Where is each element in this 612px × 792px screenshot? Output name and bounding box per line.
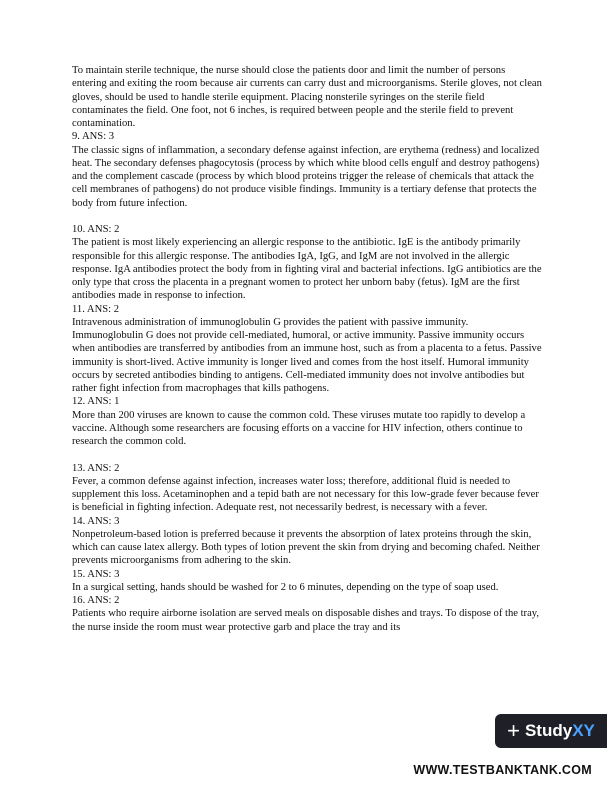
paragraph: Nonpetroleum-based lotion is preferred because it prevents the absorption of latex proteins through the skin, which can cause latex allergy. Both types of lotion prevent the skin from drying and becoming chafed. Neither prevents microorganisms from adhering to the skin. [72, 528, 540, 567]
answer-label: 10. ANS: 2 [72, 224, 120, 235]
blank-line [72, 448, 542, 461]
paragraph: The patient is most likely experiencing an allergic response to the antibiotic. IgE is the antibody primarily responsible for this allergic response. The antibodies IgA, IgG, and IgM are not involved in the allergic response. IgA antibodies protect the body from in fighting viral and bacterial infections. IgG antibiotics are the only type that cross the placenta in a pregnant women to protect her unborn baby (fetus). IgM are the first antibodies made in response to infection. [72, 237, 542, 302]
answer-label: 14. ANS: 3 [72, 515, 120, 527]
answer-label: 9. ANS: 3 [72, 131, 115, 143]
document-body [72, 64, 542, 634]
answer-label: 13. ANS: 2 [72, 462, 120, 474]
paragraph: Patients who require airborne isolation are served meals on disposable dishes and trays. To dispose of the tray, the nurse inside the room must wear protective garb and place the tray and its [72, 608, 540, 633]
plus-icon: + [507, 718, 520, 743]
paragraph: To maintain sterile technique, the nurse should close the patients door and limit the number of persons entering and exiting the room because air currents can carry dust and microorganisms. Sterile gloves, not clean gloves, should be used to handle sterile equipment. Placing nonsterile syringes on the sterile field contaminates the field. One foot, not 6 inches, is required between people and the sterile field to prevent contamination. [72, 65, 542, 129]
blank-line [72, 210, 542, 223]
paragraph: The classic signs of inflammation, a secondary defense against infection, are erythema (redness) and localized heat. The secondary defenses phagocytosis (process by which white blood cells engulf and destroy pathogens) and the complement cascade (process by which blood proteins trigger the release of chemicals that attack the cell membranes of pathogens) do not produce visible findings. Immunity is a tertiary defense that protects the body from future infection. [72, 144, 540, 209]
paragraph: More than 200 viruses are known to cause the common cold. These viruses mutate too rapidly to develop a vaccine. Although some researchers are focusing efforts on a vaccine for HIV infection, others continue to research the common cold. [72, 409, 526, 447]
answer-label: 15. ANS: 3 [72, 568, 120, 580]
answer-label: 12. ANS: 1 [72, 396, 120, 408]
studyxy-badge[interactable] [495, 714, 607, 748]
answer-label: 16. ANS: 2 [72, 595, 120, 606]
badge-prefix: Study [524, 721, 573, 740]
footer-site-url[interactable]: WWW.TESTBANKTANK.COM [413, 763, 592, 777]
paragraph: Fever, a common defense against infection, increases water loss; therefore, additional fluid is needed to supplement this loss. Acetaminophen and a tepid bath are not necessary for this low-grade fever because fever is beneficial in fighting infection. Adequate rest, not necessarily bedrest, is necessary with a fever. [72, 475, 539, 514]
answer-label: 11. ANS: 2 [72, 303, 119, 315]
paragraph: In a surgical setting, hands should be washed for 2 to 6 minutes, depending on the type of soap used. [72, 581, 499, 593]
badge-suffix: XY [572, 721, 595, 740]
paragraph: Intravenous administration of immunoglobulin G provides the patient with passive immunity. Immunoglobulin G does not provide cell-mediated, humoral, or active immunity. Passive immunity occurs when antibodies are transferred by antibodies from an immune host, such as from a placenta to a fetus. Passive immunity is short-lived. Active immunity is longer lived and comes from the host itself. Humoral immunity occurs by secreted antibodies binding to antigens. Cell-mediated immunity does not involve antibodies but rather fight infection from macrophages that kills pathogens. [72, 316, 542, 394]
